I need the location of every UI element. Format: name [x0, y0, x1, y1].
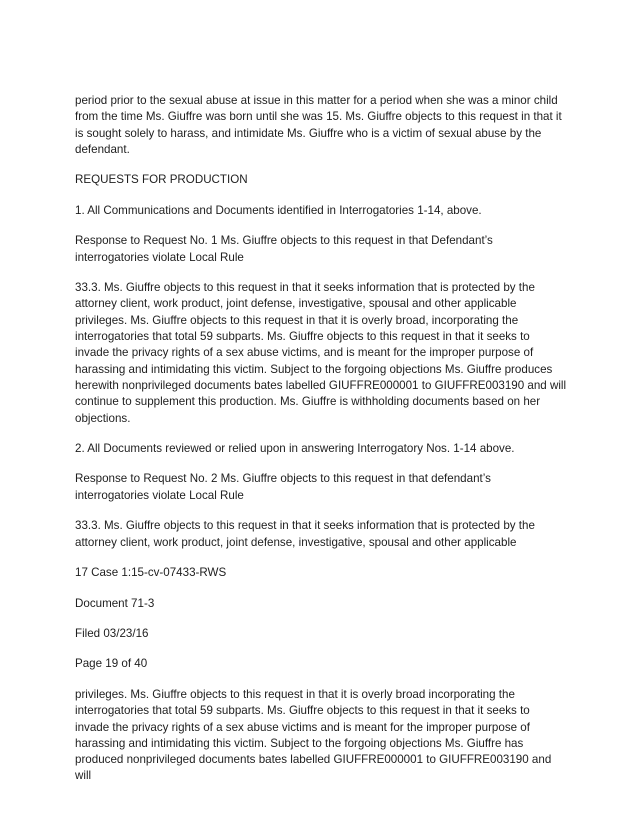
request-2: 2. All Documents reviewed or relied upon in answering Interrogatory Nos. 1-14 above. — [75, 441, 515, 455]
document-body — [75, 93, 567, 785]
response-request-2-objections: 33.3. Ms. Giuffre objects to this request in that it seeks information that is protected by the attorney client, work product, joint defense, investigative, spousal and other applicable — [75, 519, 535, 549]
paragraph-privileges-continued: privileges. Ms. Giuffre objects to this request in that it is overly broad incorporating the interrogatories that total 59 subparts. Ms. Giuffre objects to this request in that it seeks to invade the privacy rights of a sex abuse victims and is meant for the improper purpose of harassing and intimidating this victim. Subject to the forgoing objections Ms. Giuffre has produced nonprivileged documents bates labelled GIUFFRE000001 to GIUFFRE003190 and will — [75, 687, 552, 783]
paragraph-prior-period: period prior to the sexual abuse at issue in this matter for a period when she was a minor child from the time Ms. Giuffre was born until she was 15. Ms. Giuffre objects to this request in that it is sought solely to harass, and intimidate Ms. Giuffre who is a victim of sexual abuse by the defendant. — [75, 94, 562, 156]
document-number-line: Document 71-3 — [75, 596, 155, 610]
response-request-1: Response to Request No. 1 Ms. Giuffre objects to this request in that Defendant’s interrogatories violate Local Rule — [75, 234, 493, 264]
response-request-1-objections: 33.3. Ms. Giuffre objects to this request in that it seeks information that is protected by the attorney client, work product, joint defense, investigative, spousal and other applicable privileges. Ms. Giuffre objects to this request in that it is overly broad, incorporating the interrogatories that total 59 subparts. Ms. Giuffre objects to this request in that it seeks to invade the privacy rights of a sex abuse victims, and is meant for the improper purpose of harassing and intimidating this victim. Subject to the forgoing objections Ms. Giuffre produces herewith nonprivileged documents bates labelled GIUFFRE000001 to GIUFFRE003190 and will continue to supplement this production. Ms. Giuffre is withholding documents based on her objections. — [75, 281, 567, 425]
response-request-2: Response to Request No. 2 Ms. Giuffre objects to this request in that defendant’s interrogatories violate Local Rule — [75, 472, 491, 502]
page-number-line: Page 19 of 40 — [75, 657, 148, 671]
section-heading-requests-for-production: REQUESTS FOR PRODUCTION — [75, 173, 248, 187]
case-number-line: 17 Case 1:15-cv-07433-RWS — [75, 566, 227, 580]
filed-date-line: Filed 03/23/16 — [75, 627, 149, 640]
request-1: 1. All Communications and Documents identified in Interrogatories 1-14, above. — [75, 203, 482, 217]
